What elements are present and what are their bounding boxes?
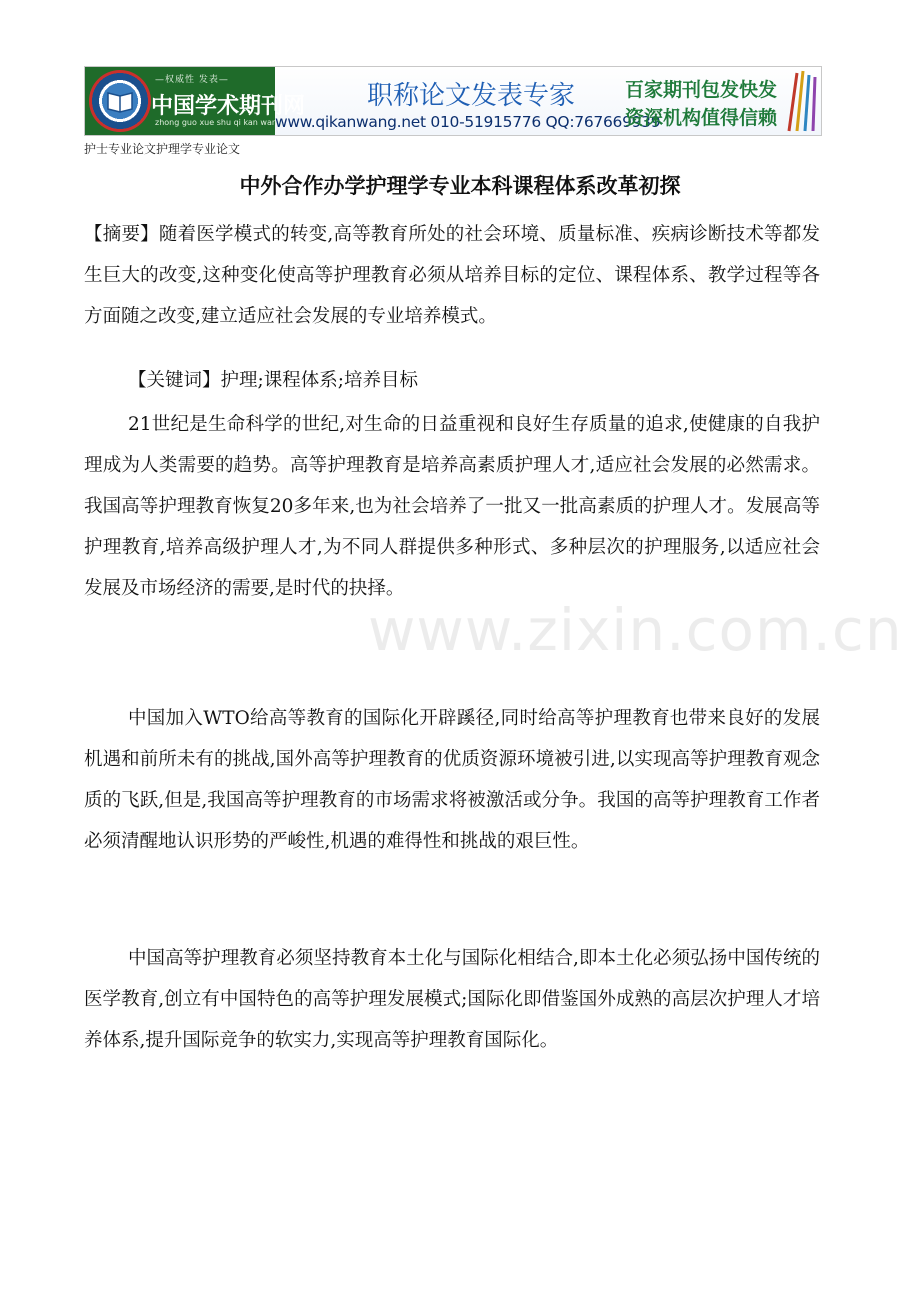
banner-slogan-line2: 资深机构值得信赖 [625, 107, 778, 129]
header-banner[interactable] [84, 66, 822, 136]
header-caption: 护士专业论文护理学专业论文 [84, 142, 241, 156]
paragraph-text: 中国高等护理教育必须坚持教育本土化与国际化相结合,即本土化必须弘扬中国传统的医学教育,创立有中国特色的高等护理发展模式;国际化即借鉴国外成熟的高层次护理人才培养体系,提升国际竞争的软实力,实现高等护理教育国际化。 [84, 948, 820, 1051]
site-logo[interactable] [85, 67, 306, 135]
paragraph [84, 404, 820, 609]
article-title: 中外合作办学护理学专业本科课程体系改革初探 [239, 174, 681, 198]
paragraph [84, 698, 820, 862]
banner-title: 职称论文发表专家 [367, 81, 576, 111]
book-emblem-icon [89, 70, 151, 132]
banner-contact[interactable]: www.qikanwang.net 010-51915776 QQ:767669939 [275, 113, 661, 131]
paragraph-text: 中国加入WTO给高等教育的国际化开辟蹊径,同时给高等护理教育也带来良好的发展机遇和前所未有的挑战,国外高等护理教育的优质资源环境被引进,以实现高等护理教育观念质的飞跃,但是,我国高等护理教育的市场需求将被激活或分争。我国的高等护理教育工作者必须清醒地认识形势的严峻性,机遇的难得性和挑战的艰巨性。 [84, 708, 820, 852]
paintbrush-icon [783, 69, 819, 133]
paragraph-text: 21世纪是生命科学的世纪,对生命的日益重视和良好生存质量的追求,使健康的自我护理成为人类需要的趋势。高等护理教育是培养高素质护理人才,适应社会发展的必然需求。我国高等护理教育恢复20多年来,也为社会培养了一批又一批高素质的护理人才。发展高等护理教育,培养高级护理人才,为不同人群提供多种形式、多种层次的护理服务,以适应社会发展及市场经济的需要,是时代的抉择。 [84, 414, 820, 599]
banner-slogan-line1: 百家期刊包发快发 [625, 79, 778, 101]
paragraph [84, 938, 820, 1061]
logo-pinyin: zhong guo xue shu qi kan wang [155, 118, 283, 127]
abstract-text: 【摘要】随着医学模式的转变,高等教育所处的社会环境、质量标准、疾病诊断技术等都发生巨大的改变,这种变化使高等护理教育必须从培养目标的定位、课程体系、教学过程等各方面随之改变,建立适应社会发展的专业培养模式。 [84, 224, 820, 327]
keywords [84, 360, 820, 401]
logo-slogan: —权威性 发表— [155, 75, 229, 85]
logo-name: 中国学术期刊网 [151, 94, 306, 119]
keywords-text: 【关键词】护理;课程体系;培养目标 [128, 370, 418, 391]
watermark: www.zixin.com.cn [368, 596, 903, 664]
abstract [84, 214, 820, 337]
